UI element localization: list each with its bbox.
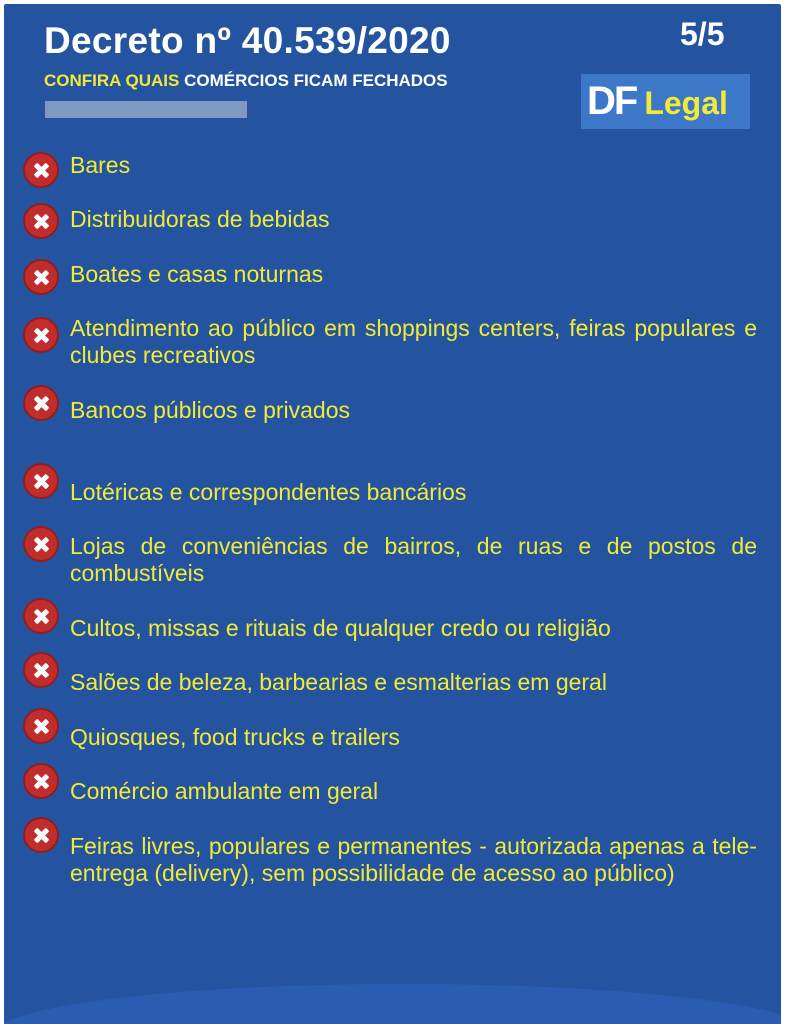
subtitle-rest: COMÉRCIOS FICAM FECHADOS bbox=[184, 71, 448, 90]
df-legal-logo bbox=[581, 74, 750, 129]
item-label: Lotéricas e correspondentes bancários bbox=[70, 479, 467, 505]
close-x-icon bbox=[23, 317, 59, 353]
page-indicator: 5/5 bbox=[680, 16, 725, 52]
item-label: Boates e casas noturnas bbox=[70, 261, 324, 287]
item-label: Lojas de conveniências de bairros, de ruas e de postos de combustíveis bbox=[70, 533, 757, 586]
close-x-icon bbox=[23, 598, 59, 634]
subtitle-highlight: CONFIRA QUAIS bbox=[44, 71, 180, 90]
close-x-icon bbox=[23, 708, 59, 744]
item-label: Bancos públicos e privados bbox=[70, 397, 350, 423]
item-label: Feiras livres, populares e permanentes - autorizada apenas a tele-entrega (delivery), sem possibilidade de acesso ao público) bbox=[70, 833, 757, 886]
close-x-icon bbox=[23, 259, 59, 295]
close-x-icon bbox=[23, 817, 59, 853]
close-x-icon bbox=[23, 152, 59, 188]
item-label: Quiosques, food trucks e trailers bbox=[70, 724, 400, 750]
item-label: Cultos, missas e rituais de qualquer credo ou religião bbox=[70, 615, 611, 641]
close-x-icon bbox=[23, 463, 59, 499]
decree-card bbox=[4, 4, 781, 1024]
close-x-icon bbox=[23, 526, 59, 562]
close-x-icon bbox=[23, 763, 59, 799]
close-x-icon bbox=[23, 203, 59, 239]
close-x-icon bbox=[23, 385, 59, 421]
close-x-icon bbox=[23, 652, 59, 688]
item-label: Bares bbox=[70, 152, 131, 178]
gray-bar-decoration bbox=[45, 101, 247, 118]
item-label: Distribuidoras de bebidas bbox=[70, 206, 330, 232]
item-label: Salões de beleza, barbearias e esmalterias em geral bbox=[70, 669, 607, 695]
item-label: Atendimento ao público em shoppings centers, feiras populares e clubes recreativos bbox=[70, 315, 757, 368]
logo-legal: Legal bbox=[644, 85, 728, 121]
page-title: Decreto nº 40.539/2020 bbox=[44, 20, 451, 61]
item-label: Comércio ambulante em geral bbox=[70, 778, 379, 804]
subtitle bbox=[44, 71, 448, 91]
bottom-arc-decoration bbox=[4, 984, 781, 1024]
logo-df: DF bbox=[587, 79, 637, 123]
